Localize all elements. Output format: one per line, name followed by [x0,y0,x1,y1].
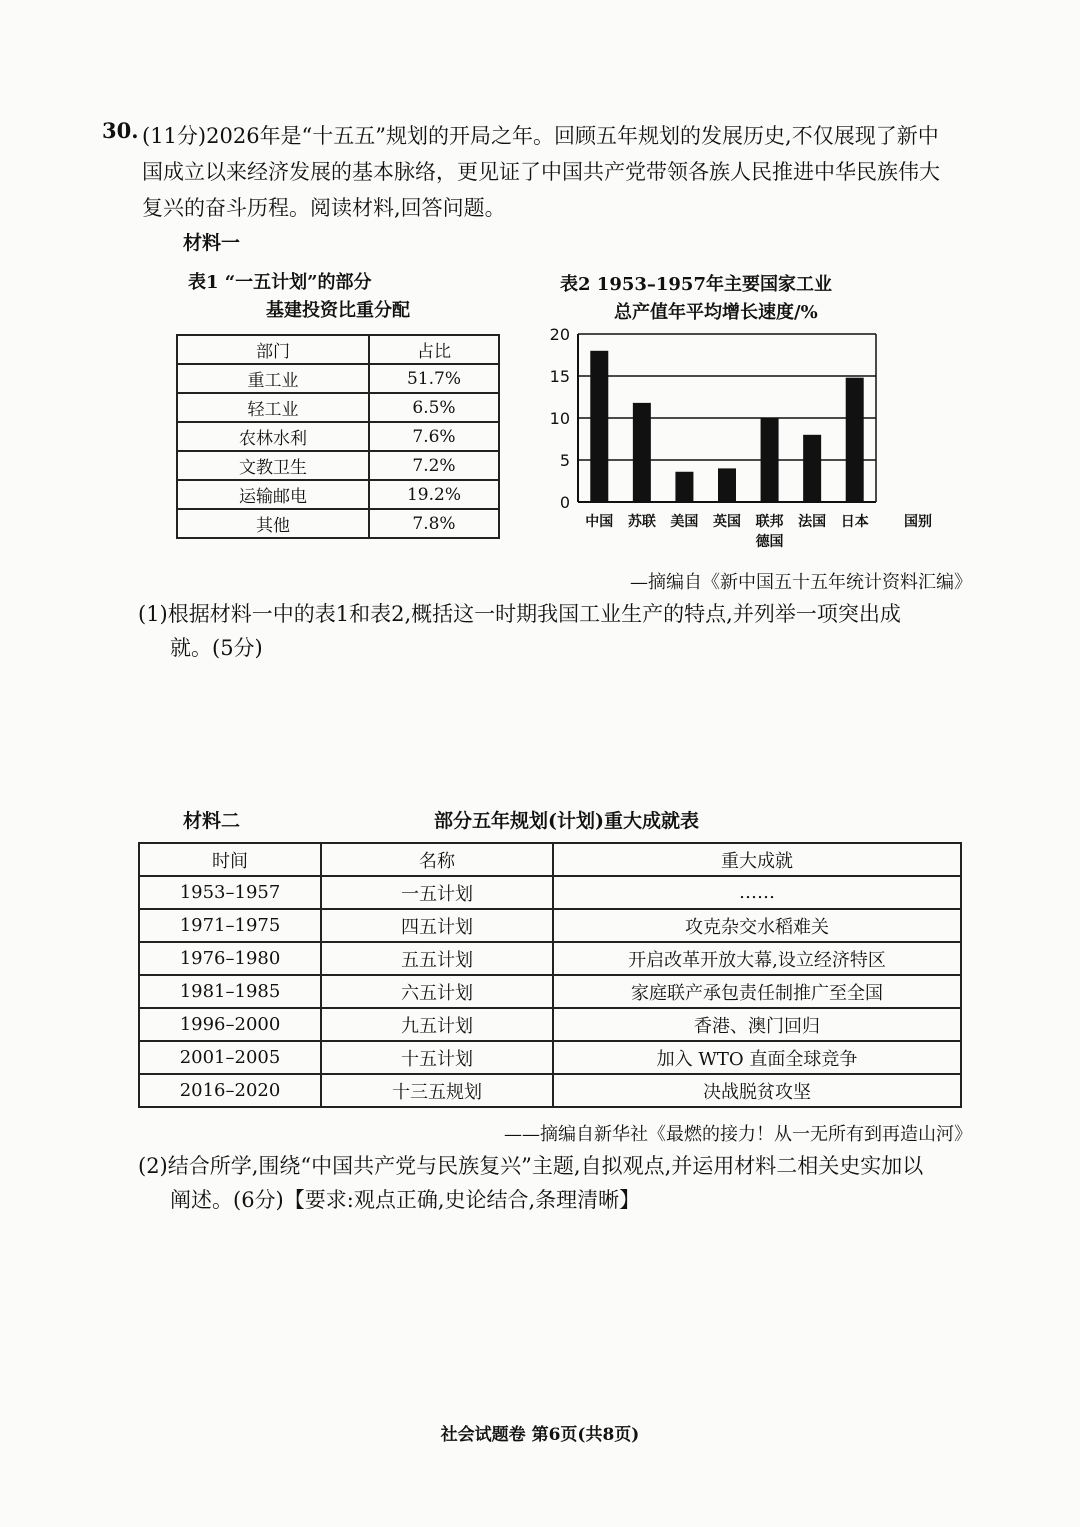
table-header-cell: 重大成就 [553,843,961,876]
sub-question-1-line: (1)根据材料一中的表1和表2,概括这一时期我国工业生产的特点,并列举一项突出成 [138,602,901,626]
table-cell: 九五计划 [321,1008,553,1041]
table-cell: 十五计划 [321,1041,553,1074]
page-footer: 社会试题卷 第6页(共8页) [440,1425,640,1445]
table-cell: 19.2% [369,480,499,509]
table-row [139,1074,961,1107]
x-axis-label: 国别 [904,514,932,530]
question-number: 30. [102,118,139,143]
chart-title: 表2 1953–1957年主要国家工业 [560,274,832,295]
table-cell: 农林水利 [177,422,369,451]
table-row [177,451,499,480]
x-tick-label: 英国 [713,514,741,530]
material2-title: 部分五年规划(计划)重大成就表 [434,810,699,832]
sub-question-2-line: 阐述。(6分)【要求:观点正确,史论结合,条理清晰】 [170,1188,641,1212]
bar-苏联 [633,403,651,502]
question-text-line: (11分)2026年是“十五五”规划的开局之年。回顾五年规划的发展历史,不仅展现了新中 [142,124,939,148]
x-tick-label: 苏联 [627,514,656,530]
table-cell: 1971–1975 [139,909,321,942]
x-tick-label: 日本 [840,514,869,530]
table-cell: 十三五规划 [321,1074,553,1107]
table-cell: 文教卫生 [177,451,369,480]
table-cell: 六五计划 [321,975,553,1008]
table-cell: 1976–1980 [139,942,321,975]
x-tick-label: 联邦 [755,514,784,530]
table-cell: 51.7% [369,364,499,393]
table-header-cell: 名称 [321,843,553,876]
table-cell: 7.6% [369,422,499,451]
table-header-row [177,335,499,364]
table-row [177,509,499,538]
table-cell: 攻克杂交水稻难关 [553,909,961,942]
table-cell: …… [553,876,961,909]
table-header-cell: 时间 [139,843,321,876]
table-cell: 1996–2000 [139,1008,321,1041]
y-tick-label: 15 [549,367,570,386]
question-text-line: 复兴的奋斗历程。阅读材料,回答问题。 [142,196,506,220]
table-cell: 开启改革开放大幕,设立经济特区 [553,942,961,975]
table-cell: 轻工业 [177,393,369,422]
x-tick-label: 美国 [670,514,699,530]
table-cell: 家庭联产承包责任制推广至全国 [553,975,961,1008]
table-cell: 1981–1985 [139,975,321,1008]
bar-中国 [590,351,608,502]
table-row [139,975,961,1008]
bar-日本 [846,378,864,502]
table-row [139,1008,961,1041]
x-tick-label-cont: 德国 [755,534,784,550]
table-cell: 7.8% [369,509,499,538]
table-row [177,480,499,509]
material1-source: —摘编自《新中国五十五年统计资料汇编》 [630,572,972,593]
bar-英国 [718,468,736,502]
bar-联邦德国 [761,418,779,502]
bar-chart [540,320,960,560]
table-cell: 四五计划 [321,909,553,942]
table-cell: 其他 [177,509,369,538]
bar-法国 [803,435,821,502]
sub-question-1-line: 就。(5分) [170,636,263,660]
table-row [139,909,961,942]
material1-label: 材料一 [183,232,241,254]
table-cell: 决战脱贫攻坚 [553,1074,961,1107]
table-cell: 2001–2005 [139,1041,321,1074]
table-cell: 一五计划 [321,876,553,909]
table-cell: 加入 WTO 直面全球竞争 [553,1041,961,1074]
material2-source: ——摘编自新华社《最燃的接力！从一无所有到再造山河》 [504,1124,972,1145]
table-row [177,364,499,393]
table-row [177,422,499,451]
table1 [176,334,500,539]
bar-美国 [675,472,693,502]
table-cell: 运输邮电 [177,480,369,509]
table-header-cell: 部门 [177,335,369,364]
y-tick-label: 0 [559,493,570,512]
y-tick-label: 10 [549,409,570,428]
table-row [177,393,499,422]
table1-caption-sub: 基建投资比重分配 [266,300,410,321]
table-cell: 7.2% [369,451,499,480]
table-row [139,876,961,909]
table-cell: 香港、澳门回归 [553,1008,961,1041]
table-cell: 1953–1957 [139,876,321,909]
table-header-cell: 占比 [369,335,499,364]
table-row [139,1041,961,1074]
material2-label: 材料二 [183,810,241,832]
table-cell: 五五计划 [321,942,553,975]
table-cell: 6.5% [369,393,499,422]
chart-title-sub: 总产值年平均增长速度/% [614,302,818,323]
table-header-row [139,843,961,876]
x-tick-label: 中国 [585,514,614,530]
table-cell: 重工业 [177,364,369,393]
table-row [139,942,961,975]
achievements-table [138,842,962,1108]
table-cell: 2016–2020 [139,1074,321,1107]
question-text-line: 国成立以来经济发展的基本脉络，更见证了中国共产党带领各族人民推进中华民族伟大 [142,160,940,184]
x-tick-label: 法国 [798,514,827,530]
y-tick-label: 5 [559,451,570,470]
table1-caption: 表1 “一五计划”的部分 [188,272,372,293]
y-tick-label: 20 [549,325,570,344]
sub-question-2-line: (2)结合所学,围绕“中国共产党与民族复兴”主题,自拟观点,并运用材料二相关史实加以 [138,1154,924,1178]
